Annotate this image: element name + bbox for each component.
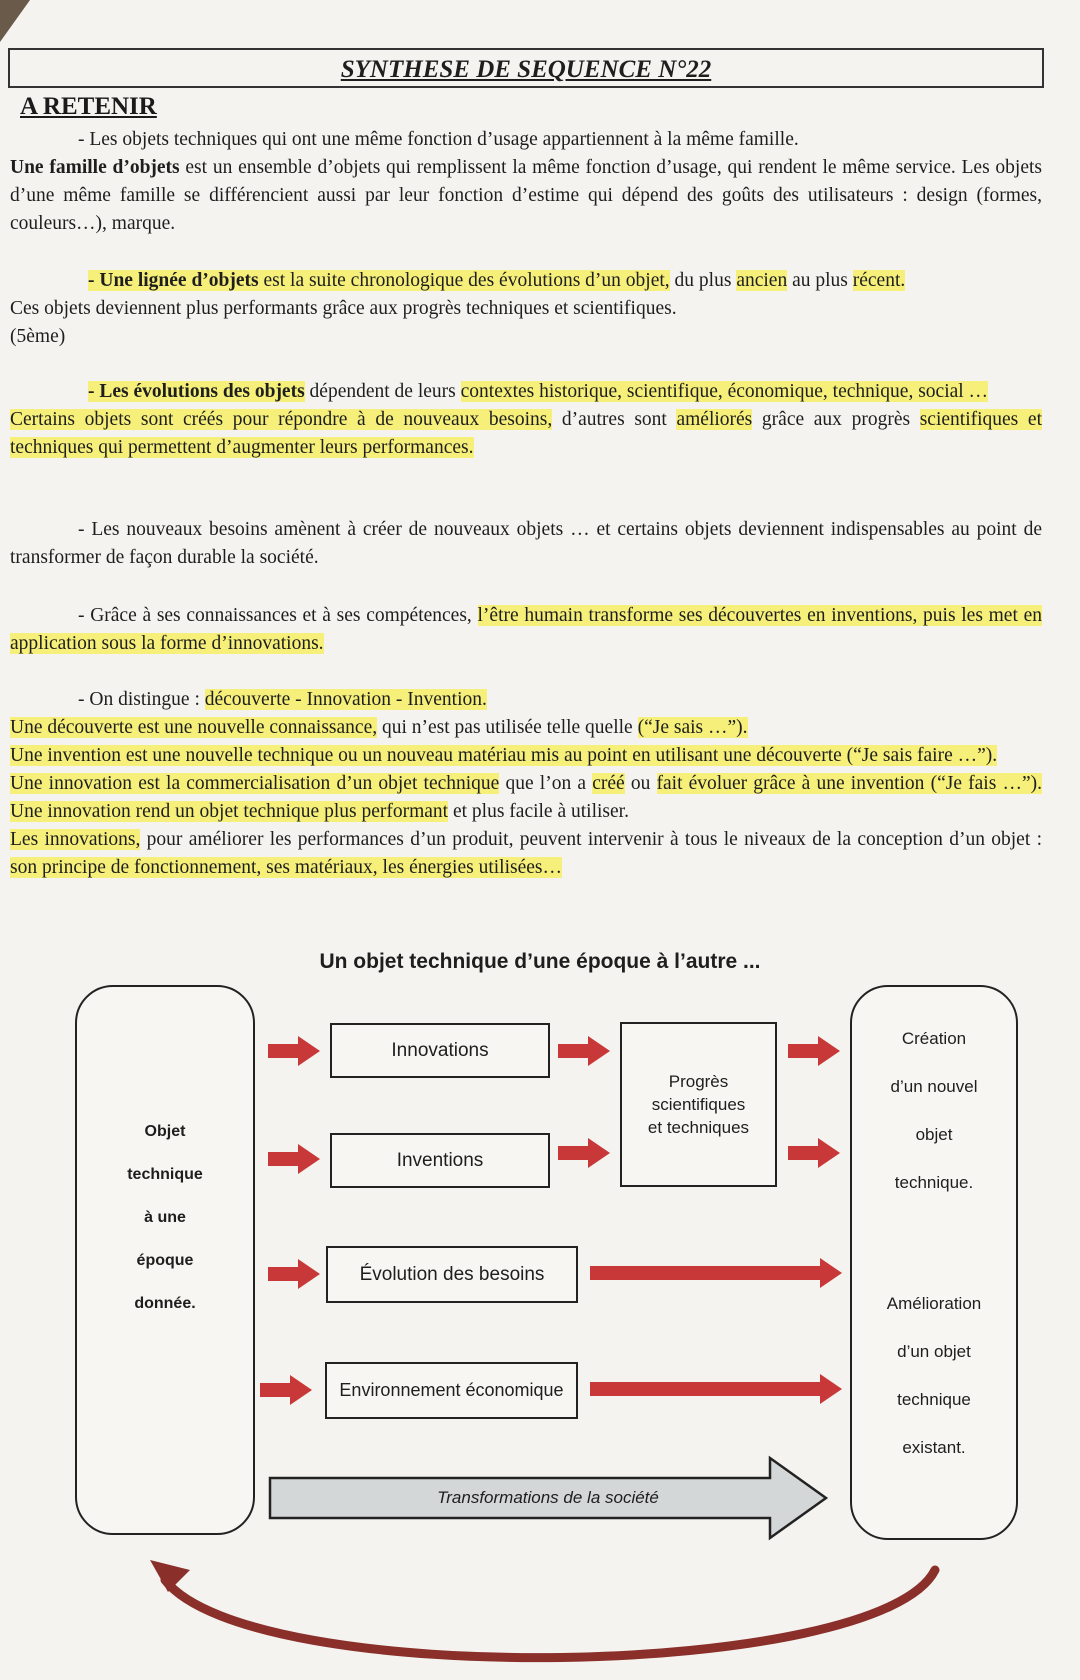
red-arrow-environnement [260, 1375, 312, 1405]
left-line: technique [127, 1166, 203, 1183]
progres-line: scientifiques [651, 1095, 746, 1114]
p3-grace: grâce aux progrès [752, 409, 920, 430]
red-arrow-invent-progres [558, 1138, 610, 1168]
p6-start: - On distingue : [78, 689, 205, 710]
p1-line1: - Les objets techniques qui ont une même fonction d’usage appartiennent à la même famille. [78, 129, 799, 150]
p5-start: - Grâce à ses connaissances et à ses compétences, [78, 605, 478, 626]
p2-mid: du plus [669, 270, 737, 291]
box-evolution-besoins: Évolution des besoins [326, 1246, 578, 1303]
def-decouverte: Une découverte est une nouvelle connaissance, [10, 717, 378, 738]
p3-end: scientifiques et techniques qui permettent d’augmenter leurs performances. [10, 409, 1042, 458]
right-top-line: objet [915, 1125, 953, 1144]
def1-rest: qui n’est pas utilisée telle quelle [377, 717, 638, 738]
p2-hl-rest: est la suite chronologique des évolutions d’un objet, [258, 270, 670, 291]
right-bottom-line: existant. [902, 1438, 966, 1457]
p1-rest: est un ensemble d’objets qui remplissent la même fonction d’usage, qui rendent le même service. Les objets d’une même famille se différencient aussi par leur fonction d’estime qui dépend des goûts des utilisateurs : design (formes, couleurs…), marque. [10, 157, 1042, 234]
left-line: à une [144, 1209, 186, 1226]
red-arrow-besoins-long [590, 1258, 842, 1288]
p3-line2: Certains objets sont créés pour répondre à de nouveaux besoins, [10, 409, 553, 430]
right-bottom-line: technique [897, 1390, 971, 1409]
box-environnement-economique: Environnement économique [325, 1362, 578, 1419]
def3-ou: ou [624, 773, 657, 794]
def1-hl2: (“Je sais …”). [637, 717, 748, 738]
def4-mid: pour améliorer les performances d’un produit, peuvent intervenir à tous le niveaux de la conception d’un objet : [140, 829, 1042, 850]
right-top-line: Création [901, 1029, 967, 1048]
p3-bold: - Les évolutions des objets [88, 381, 305, 402]
right-bottom-line: Amélioration [886, 1294, 982, 1313]
red-arrow-inventions [268, 1144, 320, 1174]
left-line: Objet [144, 1123, 186, 1140]
def3-mid: que l’on a [499, 773, 593, 794]
p3-line2-mid: d’autres sont [552, 409, 677, 430]
red-arrow-progres-creation [788, 1036, 840, 1066]
diagram-title: Un objet technique d’une époque à l’autre ... [319, 950, 761, 973]
p6-hl: découverte - Innovation - Invention. [204, 689, 487, 710]
p1-bold: Une famille d’objets [10, 157, 180, 178]
curved-arrow-head [150, 1560, 190, 1592]
p2-line3: (5ème) [10, 326, 66, 347]
p2-au: au plus [787, 270, 853, 291]
def3-cree: créé [592, 773, 625, 794]
red-arrow-besoins [268, 1259, 320, 1289]
curved-return-arrow [165, 1570, 935, 1658]
right-bottom-line: d’un objet [897, 1342, 971, 1361]
p3-dependent: dépendent de leurs [304, 381, 461, 402]
def3-fait: fait évoluer grâce à une invention (“Je fais …”). Une innovation rend un objet technique plus performant [10, 773, 1042, 822]
right-top-line: technique. [894, 1173, 974, 1192]
p2-ancien: ancien [736, 270, 788, 291]
red-arrow-environnement-long [590, 1374, 842, 1404]
def3-end: et plus facile à utiliser. [448, 801, 629, 822]
progres-line: Progrès [668, 1072, 729, 1091]
box-inventions: Inventions [330, 1133, 550, 1188]
red-arrow-innovations [268, 1036, 320, 1066]
section-heading: A RETENIR [20, 93, 157, 120]
p3-contextes: contextes historique, scientifique, économique, technique, social … [460, 381, 989, 402]
def4-hl2: son principe de fonctionnement, ses matériaux, les énergies utilisées… [10, 857, 562, 878]
page-title: SYNTHESE DE SEQUENCE N°22 [340, 56, 712, 83]
bottom-arrow-label: Transformations de la société [437, 1488, 659, 1507]
progres-line: et techniques [647, 1118, 750, 1137]
red-arrow-innov-progres [558, 1036, 610, 1066]
left-line: époque [136, 1252, 194, 1269]
p3-ameliores: améliorés [676, 409, 753, 430]
p5-hl: l’être humain transforme ses découvertes en inventions, puis les met en application sous la forme d’innovations. [10, 605, 1042, 654]
box-innovations: Innovations [330, 1023, 550, 1078]
p2-bold: - Une lignée d’objets [88, 270, 259, 291]
p2-line2: Ces objets deviennent plus performants grâce aux progrès techniques et scientifiques. [10, 298, 677, 319]
def4-hl: Les innovations, [10, 829, 141, 850]
def-innovation: Une innovation est la commercialisation d’un objet technique [10, 773, 500, 794]
def-invention: Une invention est une nouvelle technique ou un nouveau matériau mis au point en utilisant une découverte (“Je sais faire …”). [10, 745, 998, 766]
right-top-line: d’un nouvel [890, 1077, 978, 1096]
red-arrows [260, 1036, 842, 1405]
left-line: donnée. [134, 1295, 196, 1312]
p4-text: - Les nouveaux besoins amènent à créer de nouveaux objets … et certains objets deviennent indispensables au point de transformer de façon durable la société. [10, 519, 1042, 568]
red-arrow-progres-creation-2 [788, 1138, 840, 1168]
p2-recent: récent. [852, 270, 906, 291]
